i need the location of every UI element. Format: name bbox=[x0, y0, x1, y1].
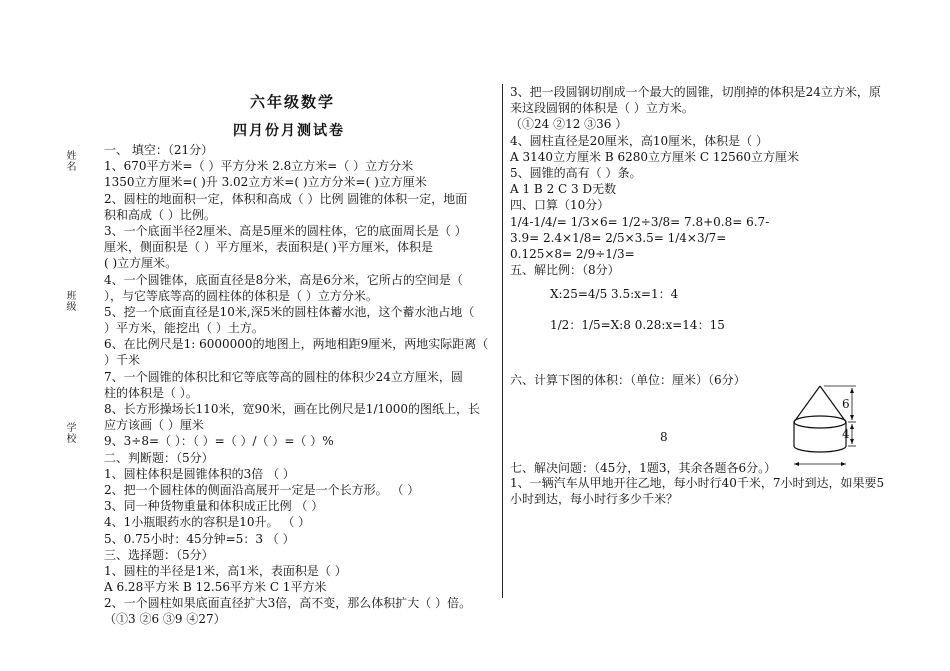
left-column-line: ）平方米，能挖出（ ）土方。 bbox=[104, 321, 264, 336]
right-column-line: A 1 B 2 C 3 D无数 bbox=[510, 182, 617, 197]
left-column-line: 8、长方形操场长110米，宽90米，画在比例尺是1/1000的图纸上，长 bbox=[104, 402, 481, 416]
exam-title: 六年级数学 bbox=[250, 93, 336, 111]
left-column-line: 9、3÷8=（ ）：（ ）=（ ）/（ ）=（ ）% bbox=[104, 434, 334, 449]
left-column-line: 积和高成（ ）比例。 bbox=[104, 207, 216, 222]
proportion-row-2: 1/2：1/5=X:8 0.28:x=14：15 bbox=[550, 318, 725, 332]
left-column-line: 应方该画（ ）厘米 bbox=[104, 418, 204, 433]
left-column-line: 6、在比例尺是1: 6000000的地图上，两地相距9厘米，两地实际距离（ bbox=[104, 337, 489, 352]
right-column bbox=[510, 84, 930, 278]
right-column-line: 4、圆柱直径是20厘米，高10厘米，体积是（ ） bbox=[510, 133, 768, 148]
cone-cylinder-figure bbox=[788, 380, 868, 470]
right-column-line: 来这段圆钢的体积是（ ）立方米。 bbox=[510, 101, 694, 116]
left-column-line: （①3 ②6 ③9 ④27） bbox=[104, 612, 226, 627]
left-column-line: 1350立方厘米=( )升 3.02立方米=( )立方分米=( )立方厘米 bbox=[104, 175, 427, 190]
left-column-line: 3、一个底面半径2厘米、高是5厘米的圆柱体，它的底面周长是（ ） bbox=[104, 223, 467, 238]
proportion-row-1: X:25=4/5 3.5:x=1：4 bbox=[550, 287, 679, 301]
figure-label-8: 8 bbox=[660, 430, 668, 444]
left-column-line: ）千米 bbox=[104, 353, 141, 368]
right-column-line: 五、解比例：（8分） bbox=[510, 263, 620, 278]
left-column-line: 一、 填空：（21分） bbox=[104, 143, 214, 157]
left-column-line: A 6.28平方米 B 12.56平方米 C 1平方米 bbox=[104, 580, 327, 595]
right-column-line: A 3140立方厘米 B 6280立方厘米 C 12560立方厘米 bbox=[510, 149, 799, 164]
left-column-line: ），与它等底等高的圆柱体的体积是（ ）立方分米。 bbox=[104, 288, 378, 303]
section-7-heading: 七、解决问题：（45分，1题3，其余各题各6分。） bbox=[510, 461, 777, 475]
cylinder-bottom-ellipse bbox=[794, 446, 846, 452]
right-column-line: 四、口算（10分） bbox=[510, 198, 610, 213]
left-column-line: 1、670平方米=（ ）平方分米 2.8立方米=（ ）立方分米 bbox=[104, 159, 414, 174]
problem-1-line-1: 1、一辆汽车从甲地开往乙地，每小时行40千米，7小时到达，如果要5 bbox=[510, 476, 885, 490]
left-column-line: 厘米，侧面积是（ ）平方厘米，表面积是( )平方厘米，体积是 bbox=[104, 240, 433, 255]
right-column-line: 3.9= 2.4×1/8= 2/5×3.5= 1/4×3/7= bbox=[510, 230, 727, 245]
section-6-heading: 六、计算下图的体积：（单位：厘米）（6分） bbox=[510, 373, 746, 387]
right-column-line: 1/4-1/4/= 1/3×6= 1/2÷3/8= 7.8+0.8= 6.7- bbox=[510, 214, 770, 229]
right-column-line: 5、圆锥的高有（ ）条。 bbox=[510, 165, 642, 180]
left-column bbox=[104, 142, 496, 628]
right-column-line: 0.125×8= 2/9÷1/3= bbox=[510, 246, 635, 261]
right-column-line: （①24 ②12 ③36 ） bbox=[510, 117, 628, 132]
left-column-line: ( )立方厘米。 bbox=[104, 256, 178, 271]
left-column-line: 二、判断题：（5分） bbox=[104, 450, 214, 465]
left-column-line: 5、0.75小时：45分钟=5：3 （ ） bbox=[104, 531, 295, 546]
left-column-line: 1、圆柱的半径是1米，高1米，表面积是（ ） bbox=[104, 563, 347, 578]
left-column-line: 2、一个圆柱如果底面直径扩大3倍，高不变，那么体积扩大（ ）倍。 bbox=[104, 596, 472, 611]
column-divider bbox=[502, 84, 503, 598]
class-label: 班级 bbox=[64, 290, 75, 312]
left-column-line: 5、挖一个底面直径是10米,深5米的圆柱体蓄水池，这个蓄水池占地（ bbox=[104, 304, 475, 319]
left-column-line: 柱的体积是（ ）。 bbox=[104, 385, 198, 400]
left-column-line: 3、同一种货物重量和体积成正比例 （ ） bbox=[104, 499, 324, 514]
cylinder-top-ellipse bbox=[794, 416, 846, 428]
exam-subtitle: 四月份月测试卷 bbox=[233, 123, 345, 139]
left-column-line: 2、圆柱的地面积一定，体积和高成（ ）比例 圆锥的体积一定，地面 bbox=[104, 191, 468, 206]
problem-1-line-2: 小时到达，每小时行多少千米？ bbox=[510, 492, 679, 506]
right-column-line: 3、把一段圆钢切削成一个最大的圆锥，切削掉的体积是24立方米，原 bbox=[510, 85, 881, 99]
left-column-line: 1、圆柱体积是圆锥体积的3倍 （ ） bbox=[104, 466, 295, 481]
dim-4-label: 4 bbox=[842, 427, 850, 441]
left-column-line: 4、一个圆锥体，底面直径是8分米，高是6分米，它所占的空间是（ bbox=[104, 272, 463, 287]
left-column-line: 7、一个圆锥的体积比和它等底等高的圆柱的体积少24立方厘米，圆 bbox=[104, 369, 463, 384]
name-label: 姓名 bbox=[64, 150, 75, 172]
left-column-line: 4、1小瓶眼药水的容积是10升。 （ ） bbox=[104, 515, 311, 530]
left-column-line: 三、选择题：（5分） bbox=[104, 547, 214, 562]
school-label: 学校 bbox=[64, 422, 75, 444]
left-column-line: 2、把一个圆柱体的侧面沿高展开一定是一个长方形。 （ ） bbox=[104, 482, 420, 497]
dim-6-label: 6 bbox=[842, 397, 850, 411]
